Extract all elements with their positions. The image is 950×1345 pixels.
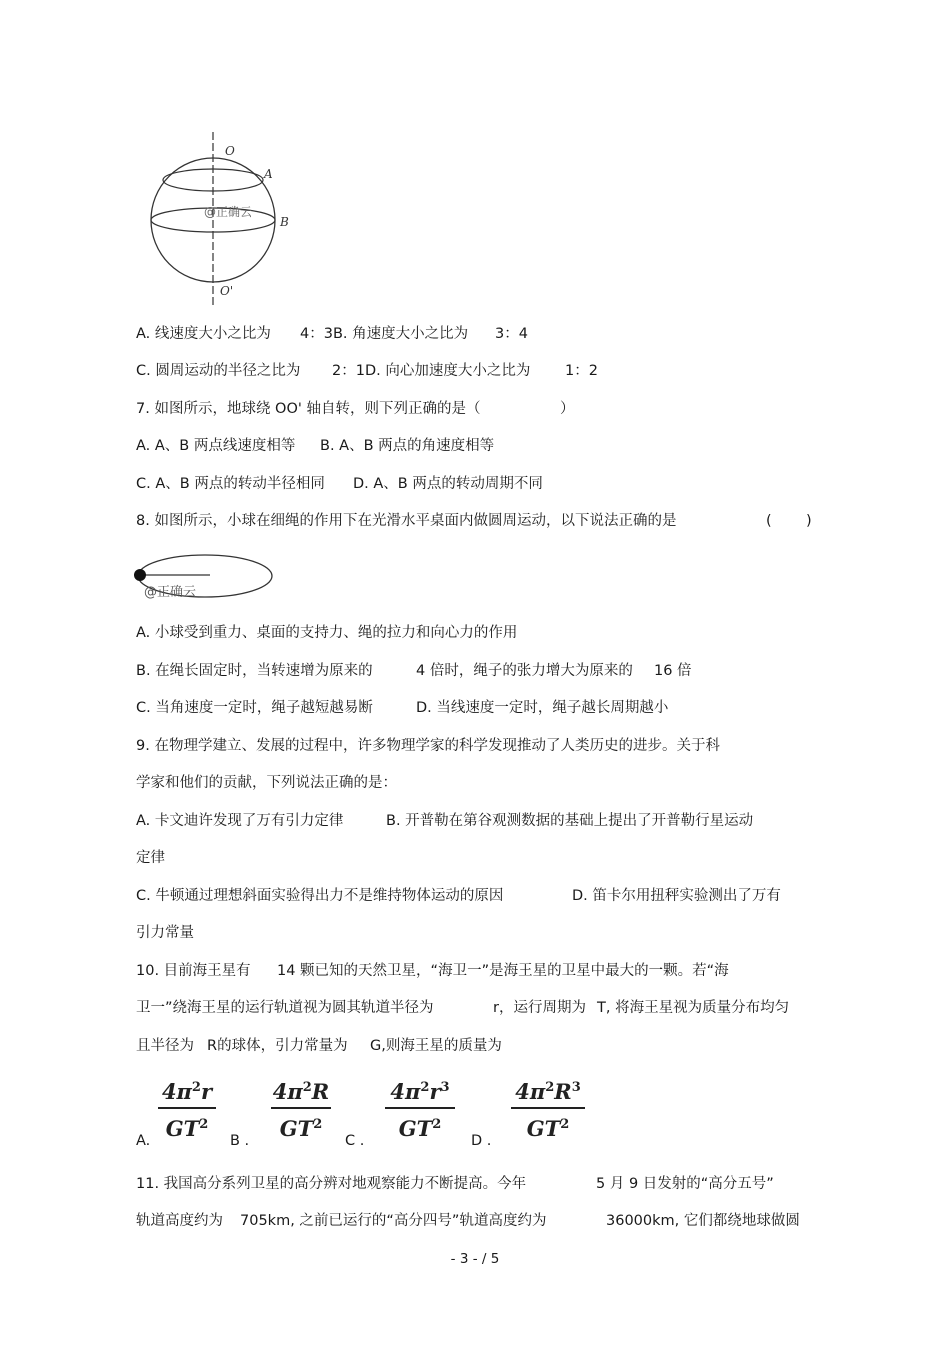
option-b-label: B . bbox=[230, 1133, 250, 1149]
label-o: O bbox=[225, 144, 235, 158]
watermark: @正确云 bbox=[144, 585, 197, 600]
option-a-fraction: $4\pi^2r$ $GT^2$ bbox=[158, 1076, 216, 1141]
option-c-label: C . bbox=[345, 1133, 365, 1149]
label-b: B bbox=[280, 215, 289, 229]
circular-motion-diagram bbox=[130, 552, 280, 604]
option-d-label: D . bbox=[471, 1133, 492, 1149]
label-o-prime: O' bbox=[220, 284, 234, 298]
page-number: - 3 - / 5 bbox=[450, 1251, 500, 1267]
option-c-fraction: $4\pi^2r^3$ $GT^2$ bbox=[385, 1076, 455, 1141]
globe-diagram bbox=[140, 130, 300, 310]
option-a-label: A. bbox=[136, 1133, 151, 1149]
option-d-fraction: $4\pi^2R^3$ $GT^2$ bbox=[511, 1076, 585, 1141]
ball-on-string-figure bbox=[130, 552, 280, 604]
watermark: @正确云 bbox=[204, 205, 253, 219]
label-a: A bbox=[264, 167, 273, 181]
earth-rotation-figure bbox=[140, 130, 300, 310]
option-b-fraction: $4\pi^2R$ $GT^2$ bbox=[272, 1079, 330, 1141]
